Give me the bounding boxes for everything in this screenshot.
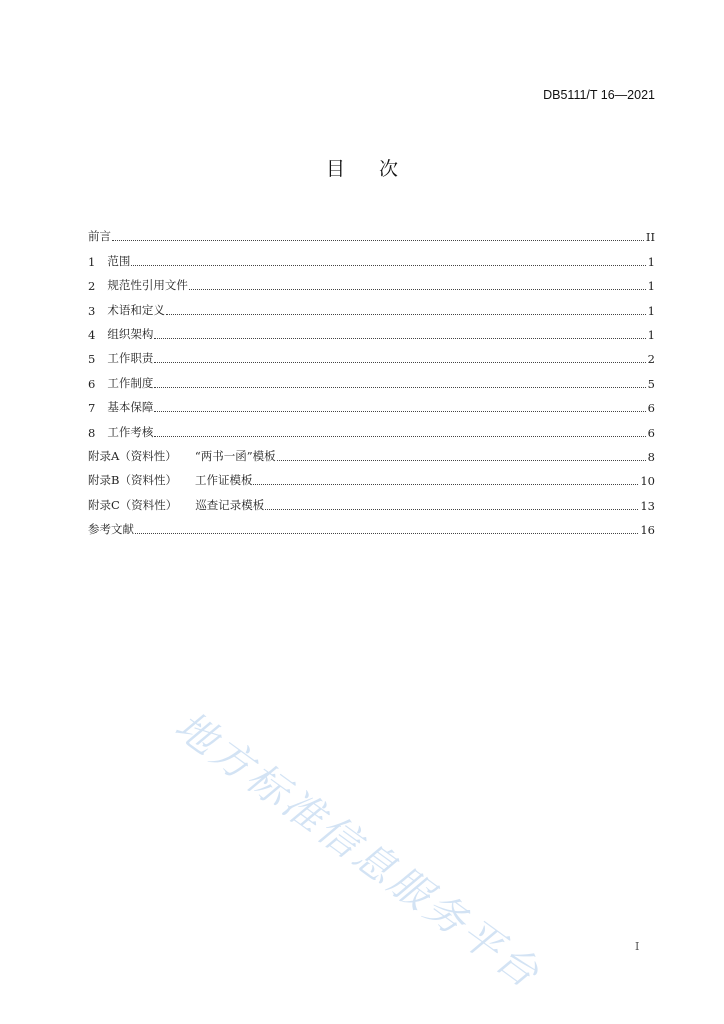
toc-entry-page: 1 <box>647 254 655 269</box>
toc-entry-label: 术语和定义 <box>107 302 165 317</box>
toc-entry[interactable] <box>88 366 655 390</box>
toc-entry-label: 工作证模板 <box>194 473 253 488</box>
toc-entry-label: 工作考核 <box>107 424 154 439</box>
toc-entry-label: 前言 <box>88 229 111 244</box>
toc-entry-page: 1 <box>647 279 655 294</box>
toc-entry-page: 5 <box>647 376 655 391</box>
toc-entry-page: 1 <box>647 327 655 342</box>
toc-entry-label: 组织架构 <box>107 326 154 341</box>
toc-entry-label: 工作制度 <box>107 375 154 390</box>
toc-dot-leader <box>135 533 638 534</box>
toc-dot-leader <box>189 289 646 290</box>
toc-dot-leader <box>154 387 645 388</box>
toc-entry-number: 4 <box>88 327 96 342</box>
toc-entry-number: 附录B（资料性） <box>88 473 177 488</box>
toc-dot-leader <box>154 436 645 437</box>
toc-dot-leader <box>131 265 645 266</box>
toc-entry-page: 16 <box>640 523 655 538</box>
toc-title: 目次 <box>325 158 432 180</box>
toc-entry-label: 规范性引用文件 <box>107 278 188 293</box>
watermark: 地方标准信息服务平台 <box>166 702 550 999</box>
toc-dot-leader <box>265 509 638 510</box>
toc-entry[interactable] <box>88 440 655 464</box>
toc-entry-number: 8 <box>88 425 96 440</box>
toc-entry-page: 8 <box>647 449 655 464</box>
toc-entry[interactable] <box>88 244 655 268</box>
page-number: I <box>635 940 640 953</box>
table-of-contents <box>88 220 655 537</box>
toc-entry-number: 5 <box>88 352 96 367</box>
toc-dot-leader <box>253 484 638 485</box>
toc-entry[interactable] <box>88 415 655 439</box>
toc-entry-page: 6 <box>647 425 655 440</box>
toc-entry-number: 2 <box>88 279 96 294</box>
document-code: DB5111/T 16—2021 <box>543 88 655 102</box>
toc-entry-number: 7 <box>88 401 96 416</box>
toc-entry[interactable] <box>88 293 655 317</box>
toc-dot-leader <box>112 240 644 241</box>
toc-entry-label: 参考文献 <box>88 522 134 537</box>
toc-dot-leader <box>277 460 646 461</box>
toc-dot-leader <box>166 314 646 315</box>
toc-entry[interactable] <box>88 318 655 342</box>
toc-dot-leader <box>154 362 645 363</box>
toc-entry[interactable] <box>88 342 655 366</box>
toc-entry-page: II <box>645 230 655 245</box>
toc-entry[interactable] <box>88 513 655 537</box>
toc-entry-label: 范围 <box>107 253 131 268</box>
toc-entry-page: 6 <box>647 401 655 416</box>
toc-entry-number: 3 <box>88 303 96 318</box>
toc-entry-page: 10 <box>640 474 655 489</box>
toc-entry-label: 巡查记录模板 <box>195 497 265 512</box>
toc-entry[interactable] <box>88 464 655 488</box>
toc-entry-page: 1 <box>647 303 655 318</box>
toc-entry[interactable] <box>88 220 655 244</box>
toc-entry-page: 13 <box>640 498 655 513</box>
toc-entry-label: 基本保障 <box>107 400 154 415</box>
toc-dot-leader <box>154 338 645 339</box>
toc-dot-leader <box>154 411 645 412</box>
toc-entry[interactable] <box>88 488 655 512</box>
toc-entry-number: 6 <box>88 376 96 391</box>
toc-entry-label: “两书一函”模板 <box>194 448 276 463</box>
toc-entry[interactable] <box>88 269 655 293</box>
toc-entry-page: 2 <box>647 352 655 367</box>
toc-entry-label: 工作职责 <box>107 351 154 366</box>
toc-entry-number: 附录C（资料性） <box>88 497 178 512</box>
toc-entry-number: 1 <box>88 254 96 269</box>
toc-entry[interactable] <box>88 391 655 415</box>
toc-entry-number: 附录A（资料性） <box>88 448 177 463</box>
